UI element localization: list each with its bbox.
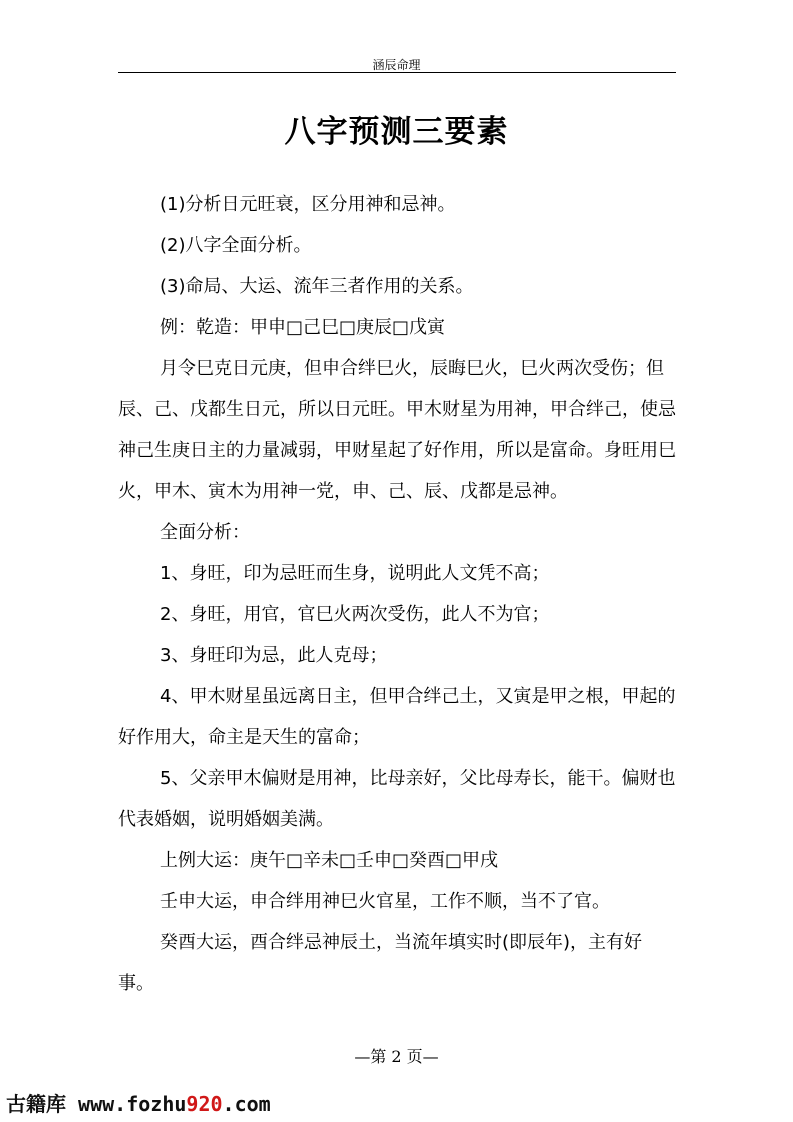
paragraph-2: (2)八字全面分析。 [160,235,312,256]
site-watermark [6,1088,271,1117]
page-number: —第 2 页— [354,1047,439,1066]
paragraph-1: (1)分析日元旺衰，区分用神和忌神。 [160,194,456,215]
paragraph-point-5: 5、父亲甲木偏财是用神，比母亲好，父比母寿长，能干。偏财也代表婚姻，说明婚姻美满。 [118,768,676,830]
paragraph-overall-heading: 全面分析： [160,522,250,543]
paragraph-analysis: 月令巳克日元庚，但申合绊巳火，辰晦巳火，巳火两次受伤；但辰、己、戊都生日元，所以日元旺。甲木财星为用神，甲合绊己，使忌神己生庚日主的力量减弱，甲财星起了好作用，所以是富命。身旺用巳火，甲木、寅木为用神一党，申、己、辰、戊都是忌神。 [118,358,676,502]
paragraph-point-3: 3、身旺印为忌，此人克母； [160,645,388,666]
paragraph-renshen: 壬申大运，申合绊用神巳火官星，工作不顺，当不了官。 [160,891,610,912]
running-header: 涵辰命理 [372,58,421,72]
paragraph-guiyou: 癸酉大运，酉合绊忌神辰土，当流年填实时(即辰年)，主有好事。 [118,932,643,994]
watermark-prefix: 古籍库 www.fozhu [6,1092,187,1116]
paragraph-point-4: 4、甲木财星虽远离日主，但甲合绊己土，又寅是甲之根，甲起的好作用大，命主是天生的富命； [118,686,676,748]
header-divider [118,72,676,73]
page-title: 八字预测三要素 [284,114,509,150]
paragraph-3: (3)命局、大运、流年三者作用的关系。 [160,276,474,297]
paragraph-point-2: 2、身旺，用官，官巳火两次受伤，此人不为官； [160,604,550,625]
paragraph-example: 例：乾造：甲申□己巳□庚辰□戊寅 [160,317,446,338]
paragraph-luck-cycles: 上例大运：庚午□辛未□壬申□癸酉□甲戌 [160,850,499,871]
watermark-number: 920 [186,1092,223,1116]
watermark-suffix: .com [222,1092,271,1116]
paragraph-point-1: 1、身旺，印为忌旺而生身，说明此人文凭不高； [160,563,550,584]
document-body [118,184,678,1004]
